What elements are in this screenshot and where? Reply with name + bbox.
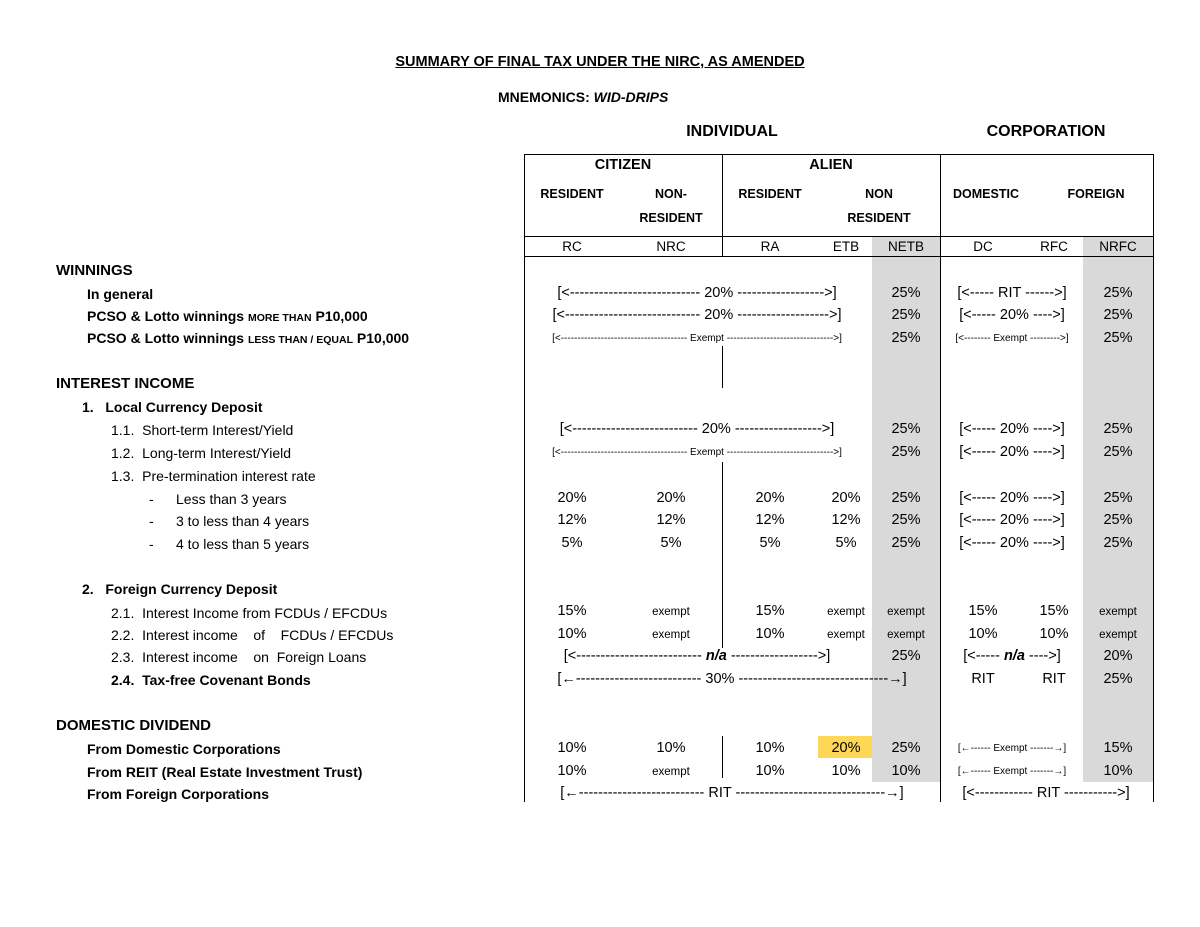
code-dc: DC [973,239,993,254]
span-foreign-loans [564,648,830,664]
f2-rc: 10% [557,626,587,642]
span-short-term: [<-------------------------- 20% ------------------>] [559,421,835,437]
corp-foreign-corp: [<------------ RIT ----------->] [962,785,1130,801]
header-citizen: CITIZEN [594,157,652,173]
nrfc-pcso-more: 25% [1103,307,1133,323]
pre1-rc: 20% [557,490,587,506]
netb-long-term: 25% [891,444,921,460]
header-foreign: FOREIGN [1067,187,1125,201]
corp-foreign-loans-b: n/a [1003,648,1025,664]
f1-ra: 15% [755,603,785,619]
d2-ra: 10% [755,763,785,779]
span-pcso-less: [<-------------------------------------- Exempt -------------------------------->] [552,333,842,344]
mnemonics [498,89,668,105]
row-label-foreign-corp: From Foreign Corporations [87,786,269,802]
table-left-border [524,154,525,802]
corp-long-term: [<----- 20% ---->] [959,444,1065,460]
nrfc-covenant-bonds: 25% [1103,671,1133,687]
span-foreign-loans-a: [<-------------------------- [563,648,706,664]
section-dividend: DOMESTIC DIVIDEND [56,717,212,734]
table-top-border [524,154,1153,155]
pre2-corp: [<----- 20% ---->] [959,512,1065,528]
nrfc-general: 25% [1103,285,1133,301]
nrfc-long-term: 25% [1103,444,1133,460]
d2-etb: 10% [831,763,861,779]
d2-nrfc: 10% [1103,763,1133,779]
group-individual: INDIVIDUAL [686,123,778,140]
f1-rfc: 15% [1039,603,1069,619]
span-foreign-loans-b: n/a [705,648,727,664]
code-rc: RC [562,239,582,254]
span-foreign-loans-c: ------------------>] [726,648,831,664]
f2-rfc: 10% [1039,626,1069,642]
corp-foreign-loans-c: ---->] [1024,648,1061,664]
row-label-foreign-loans: 2.3. Interest income on Foreign Loans [111,649,367,665]
d1-corp: [←------ Exempt -------→] [957,743,1067,754]
f2-nrc: exempt [652,629,690,641]
citizen-alien-divider [722,154,723,256]
pre2-rc: 12% [557,512,587,528]
header-nonresident-alien-b: RESIDENT [847,211,911,225]
f1-rc: 15% [557,603,587,619]
d1-ra: 10% [755,740,785,756]
span-pcso-more: [<---------------------------- 20% ------------------->] [552,307,842,323]
row-label-fcdu-from: 2.1. Interest Income from FCDUs / EFCDUs [111,605,388,621]
f1-nrc: exempt [652,606,690,618]
header-resident-citizen: RESIDENT [540,187,604,201]
pre1-nrc: 20% [656,490,686,506]
row-label-pretermination: 1.3. Pre-termination interest rate [111,468,316,484]
header-alien: ALIEN [809,157,853,173]
foreign-deposit-heading: 2. Foreign Currency Deposit [82,581,278,597]
d1-rc: 10% [557,740,587,756]
span-long-term: [<-------------------------------------- Exempt -------------------------------->] [552,447,842,458]
pre2-ra: 12% [755,512,785,528]
f2-netb: exempt [887,629,925,641]
code-netb: NETB [887,239,925,254]
corp-foreign-loans-a: [<----- [963,648,1004,664]
pre1-corp: [<----- 20% ---->] [959,490,1065,506]
span-covenant-bonds: [←-------------------------- 30% -------------------------------→] [557,671,907,687]
d1-nrc: 10% [656,740,686,756]
netb-foreign-loans: 25% [891,648,921,664]
code-etb: ETB [832,239,860,254]
d2-corp: [←------ Exempt -------→] [957,766,1067,777]
header-nonresident-citizen-b: RESIDENT [639,211,703,225]
row-label-domestic-corp: From Domestic Corporations [87,741,281,757]
d2-netb: 10% [891,763,921,779]
pre2-nrc: 12% [656,512,686,528]
pre3-rc: 5% [561,535,583,551]
pcso-less-a: PCSO & Lotto winnings [87,330,248,346]
netb-short-term: 25% [891,421,921,437]
dash: - [149,491,154,507]
section-winnings: WINNINGS [56,262,133,279]
pre1-nrfc: 25% [1103,490,1133,506]
divider-segment-2 [722,462,723,648]
pre3-ra: 5% [759,535,781,551]
row-label-reit: From REIT (Real Estate Investment Trust) [87,764,363,780]
corp-foreign-loans [963,648,1060,664]
pre3-etb: 5% [835,535,857,551]
header-divider [524,236,1153,237]
f2-ra: 10% [755,626,785,642]
code-nrc: NRC [656,239,686,254]
pre1-ra: 20% [755,490,785,506]
mnemonics-value: WID-DRIPS [593,89,669,105]
d2-rc: 10% [557,763,587,779]
f2-etb: exempt [827,629,865,641]
code-ra: RA [760,239,780,254]
dc-covenant-bonds: RIT [971,671,995,687]
nrfc-pcso-less: 25% [1103,330,1133,346]
pcso-more-c: P10,000 [311,308,368,324]
header-nonresident-alien-a: NON [865,187,893,201]
pre2-etb: 12% [831,512,861,528]
f1-etb: exempt [827,606,865,618]
nrfc-short-term: 25% [1103,421,1133,437]
header-resident-alien: RESIDENT [738,187,802,201]
f2-nrfc: exempt [1099,629,1137,641]
code-divider [524,256,1153,257]
table-right-border [1153,154,1154,802]
corp-short-term: [<----- 20% ---->] [959,421,1065,437]
d1-netb: 25% [891,740,921,756]
pcso-less-b: LESS THAN / EQUAL [248,334,354,346]
netb-pcso-less: 25% [891,330,921,346]
section-interest: INTEREST INCOME [56,375,195,392]
row-label-pre-1: Less than 3 years [176,491,287,507]
pre2-nrfc: 25% [1103,512,1133,528]
code-nrfc: NRFC [1099,239,1137,254]
row-label-short-term: 1.1. Short-term Interest/Yield [111,422,294,438]
d1-nrfc: 15% [1103,740,1133,756]
d1-etb: 20% [831,740,861,756]
dash: - [149,536,154,552]
code-rfc: RFC [1040,239,1068,254]
header-domestic: DOMESTIC [953,187,1019,201]
divider-segment-3 [722,736,723,778]
local-deposit-heading: 1. Local Currency Deposit [82,399,263,415]
corp-general: [<----- RIT ------>] [957,285,1067,301]
pcso-more-a: PCSO & Lotto winnings [87,308,248,324]
pcso-more-b: MORE THAN [248,312,312,324]
row-label-pre-2: 3 to less than 4 years [176,513,310,529]
corp-pcso-less: [<-------- Exempt --------->] [955,333,1069,344]
header-nonresident-citizen-a: NON- [655,187,687,201]
row-label-pre-3: 4 to less than 5 years [176,536,310,552]
dash: - [149,513,154,529]
row-label-long-term: 1.2. Long-term Interest/Yield [111,445,292,461]
individual-corp-divider [940,154,941,802]
f1-nrfc: exempt [1099,606,1137,618]
row-label-general: In general [87,286,154,302]
pre3-nrc: 5% [660,535,682,551]
rfc-covenant-bonds: RIT [1042,671,1066,687]
f2-dc: 10% [968,626,998,642]
f1-dc: 15% [968,603,998,619]
pre3-netb: 25% [891,535,921,551]
f1-netb: exempt [887,606,925,618]
pre1-etb: 20% [831,490,861,506]
mnemonics-label: MNEMONICS: [498,89,590,105]
d2-nrc: exempt [652,766,690,778]
netb-general: 25% [891,285,921,301]
corp-pcso-more: [<----- 20% ---->] [959,307,1065,323]
nrfc-foreign-loans: 20% [1103,648,1133,664]
page-title: SUMMARY OF FINAL TAX UNDER THE NIRC, AS AMENDED [395,54,805,70]
row-label-covenant-bonds: 2.4. Tax-free Covenant Bonds [111,672,311,688]
row-label-pcso-less [87,330,409,346]
pre1-netb: 25% [891,490,921,506]
span-general: [<--------------------------- 20% ------------------>] [557,285,837,301]
span-foreign-corp: [←-------------------------- RIT -------------------------------→] [560,785,904,801]
group-corporation: CORPORATION [986,123,1106,140]
netb-pcso-more: 25% [891,307,921,323]
pre3-nrfc: 25% [1103,535,1133,551]
pre3-corp: [<----- 20% ---->] [959,535,1065,551]
row-label-fcdu-of: 2.2. Interest income of FCDUs / EFCDUs [111,627,394,643]
divider-segment-1 [722,346,723,388]
row-label-pcso-more [87,308,368,324]
pre2-netb: 25% [891,512,921,528]
pcso-less-c: P10,000 [353,330,410,346]
